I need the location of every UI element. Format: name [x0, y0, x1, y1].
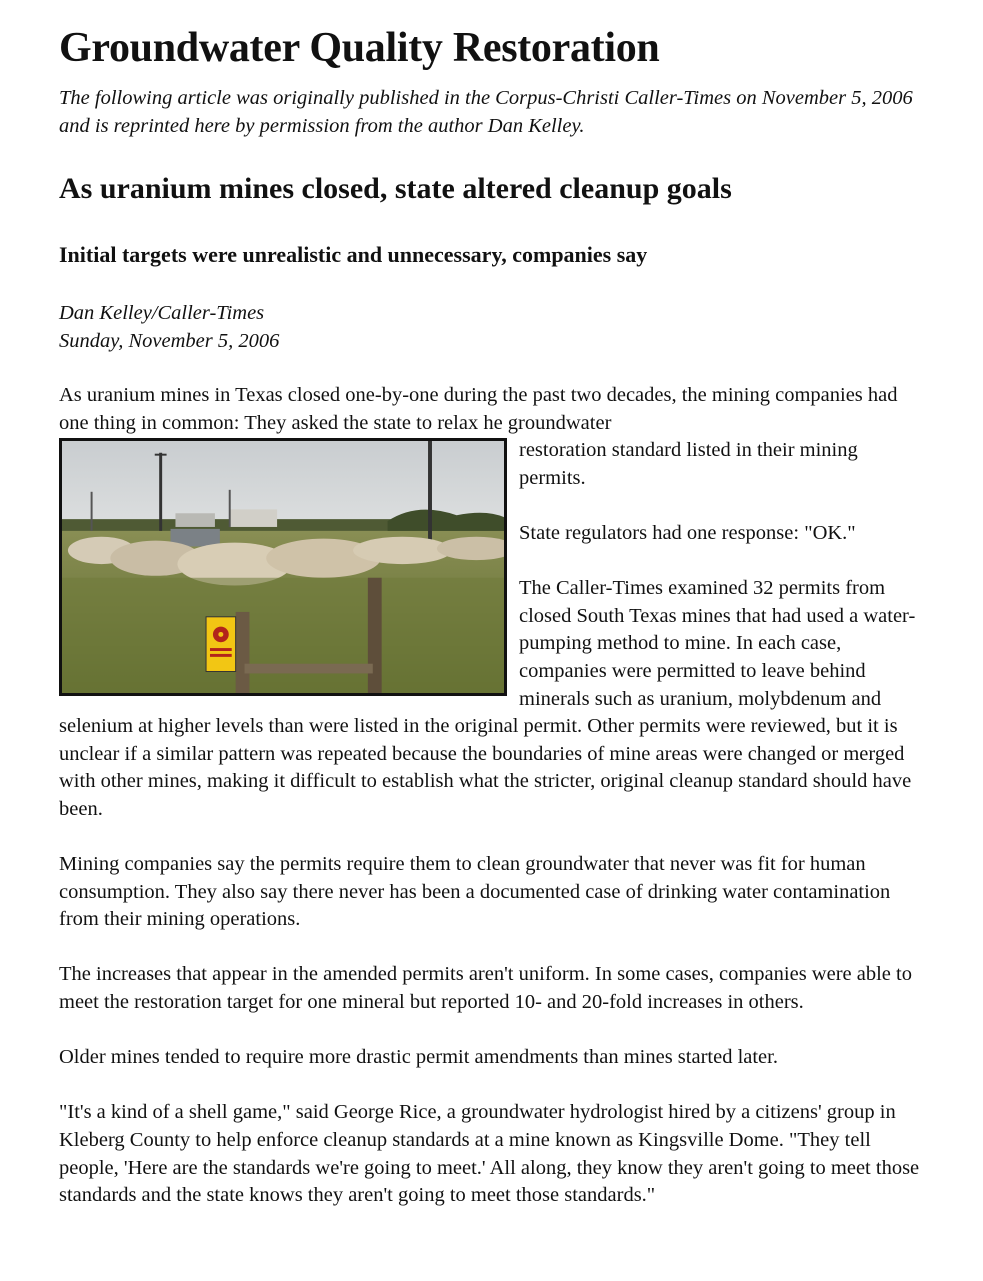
article-headline: As uranium mines closed, state altered cleanup goals: [59, 172, 732, 205]
paragraph-1: [59, 382, 925, 492]
article-body: [59, 382, 925, 1237]
photo-illustration: [62, 441, 504, 693]
byline: [59, 299, 279, 355]
paragraph-7: "It's a kind of a shell game," said George Rice, a groundwater hydrologist hired by a citizens' group in Kleberg County to help enforce cleanup standards at a mine known as Kingsville Dome. "They tell people, 'Here are the standards we're going to meet.' All along, they know they aren't going to meet those standards and the state knows they aren't going to meet those standards.": [59, 1101, 920, 1207]
paragraph-3: The Caller-Times examined 32 permits from closed South Texas mines that had used a water-pumping method to mine. In each case, companies were permitted to leave behind minerals such as uranium, molybdenum and selenium at higher levels than were listed in the original permit. Other permits were reviewed, but it is unclear if a similar pattern was repeated because the boundaries of mine areas were changed or merged with other mines, making it difficult to establish what the stricter, original cleanup standard should have been.: [59, 577, 916, 820]
byline-author: Dan Kelley/Caller-Times: [59, 302, 265, 324]
article-subheadline: Initial targets were unrealistic and unnecessary, companies say: [59, 242, 648, 267]
paragraph-1-continued: restoration standard listed in their mining permits.: [519, 439, 858, 489]
intro-note: The following article was originally published in the Corpus-Christi Caller-Times on November 5, 2006 and is reprinted here by permission from the author Dan Kelley.: [59, 87, 913, 137]
paragraph-2: State regulators had one response: "OK.": [519, 521, 856, 544]
article-photo: [59, 438, 507, 696]
paragraph-4: Mining companies say the permits require them to clean groundwater that never was fit for human consumption. They also say there never has been a documented case of drinking water contamination from their mining operations.: [59, 853, 891, 931]
page-title: Groundwater Quality Restoration: [59, 25, 660, 71]
paragraph-5: The increases that appear in the amended permits aren't uniform. In some cases, companies were able to meet the restoration target for one mineral but reported 10- and 20-fold increases in others.: [59, 963, 912, 1014]
paragraph-6: Older mines tended to require more drastic permit amendments than mines started later.: [59, 1046, 778, 1069]
byline-date: Sunday, November 5, 2006: [59, 330, 280, 352]
paragraph-1-lead: As uranium mines in Texas closed one-by-one during the past two decades, the mining companies had one thing in common: They asked the state to relax he groundwater: [59, 384, 898, 434]
